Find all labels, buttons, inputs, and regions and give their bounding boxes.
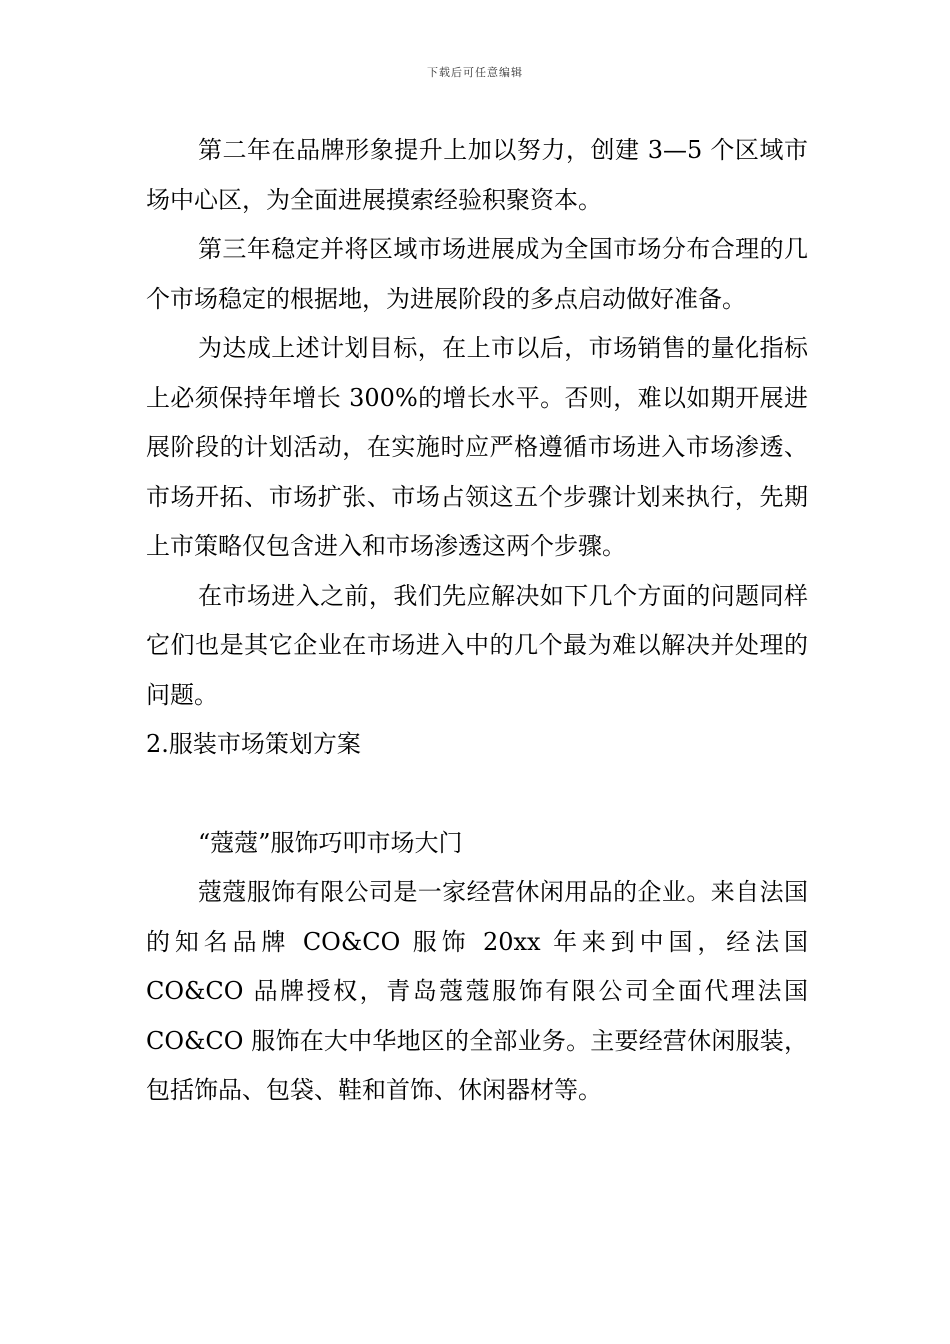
paragraph-1: 第二年在品牌形象提升上加以努力，创建 3—5 个区域市场中心区，为全面进展摸索经验积聚资本。 [146, 136, 808, 214]
paragraph-2: 第三年稳定并将区域市场进展成为全国市场分布合理的几个市场稳定的根据地，为进展阶段的多点启动做好准备。 [146, 235, 808, 313]
paragraph-3: 为达成上述计划目标，在上市以后，市场销售的量化指标上必须保持年增长 300%的增长水平。否则，难以如期开展进展阶段的计划活动，在实施时应严格遵循市场进入市场渗透、市场开拓、市场扩张、市场占领这五个步骤计划来执行，先期上市策略仅包含进入和市场渗透这两个步骤。 [146, 334, 808, 560]
document-body [146, 126, 808, 1116]
page-header: 下载后可任意编辑 [427, 66, 523, 79]
body-paragraph: 蔻蔻服饰有限公司是一家经营休闲用品的企业。来自法国的知名品牌 CO&CO 服饰 20xx 年来到中国，经法国 CO&CO 品牌授权，青岛蔻蔻服饰有限公司全面代理法国 CO&CO 服饰在大中华地区的全部业务。主要经营休闲服装，包括饰品、包袋、鞋和首饰、休闲器材等。 [146, 878, 808, 1104]
blank-line [146, 770, 808, 819]
paragraph-4: 在市场进入之前，我们先应解决如下几个方面的问题同样它们也是其它企业在市场进入中的几个最为难以解决并处理的问题。 [146, 581, 808, 709]
subtitle: “蔻蔻”服饰巧叩市场大门 [198, 828, 463, 857]
section-heading: 2.服装市场策划方案 [146, 730, 361, 758]
